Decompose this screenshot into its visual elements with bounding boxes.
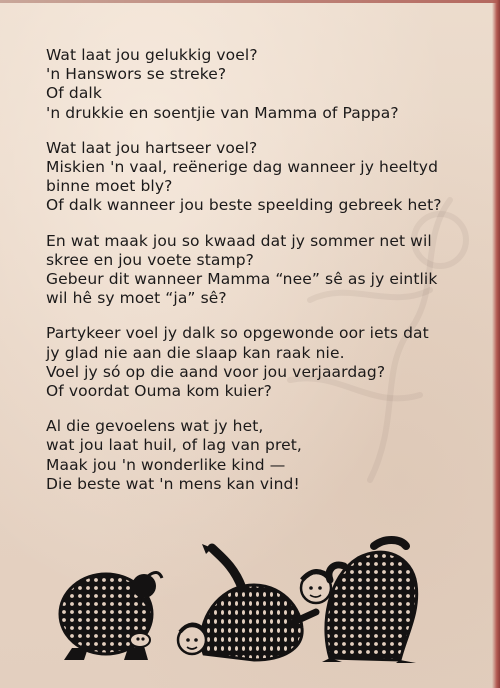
poem-line: 'n drukkie en soentjie van Mamma of Pappa? bbox=[46, 103, 399, 122]
poem-line: Maak jou 'n wonderlike kind — bbox=[46, 455, 286, 474]
book-cover-edge bbox=[492, 0, 500, 688]
poem-line: jy glad nie aan die slaap kan raak nie. bbox=[46, 343, 345, 362]
stanza-1 bbox=[46, 46, 466, 123]
poem-line: Wat laat jou hartseer voel? bbox=[46, 138, 258, 157]
poem-line: Al die gevoelens wat jy het, bbox=[46, 417, 264, 436]
poem-line: wil hê sy moet “ja” sê? bbox=[46, 289, 227, 308]
poem-line: Of dalk bbox=[46, 84, 102, 103]
poem-line: Gebeur dit wanneer Mamma “nee” sê as jy eintlik bbox=[46, 270, 438, 289]
poem-line: En wat maak jou so kwaad dat jy sommer net wil bbox=[46, 231, 432, 250]
poem-line: skree en jou voete stamp? bbox=[46, 250, 254, 269]
poem bbox=[46, 46, 466, 510]
poem-line: Of voordat Ouma kom kuier? bbox=[46, 382, 273, 401]
child-rolling-left bbox=[60, 572, 162, 660]
page-top-edge bbox=[0, 0, 500, 3]
poem-line: Voel jy só op die aand voor jou verjaardag? bbox=[46, 362, 386, 381]
tumbling-children-illustration bbox=[44, 536, 424, 664]
child-bending-right bbox=[301, 540, 417, 663]
poem-line: Die beste wat 'n mens kan vind! bbox=[46, 474, 300, 493]
stanza-4 bbox=[46, 324, 466, 401]
poem-line: binne moet bly? bbox=[46, 177, 173, 196]
poem-line: Of dalk wanneer jou beste speelding gebreek het? bbox=[46, 196, 442, 215]
poem-line: Wat laat jou gelukkig voel? bbox=[46, 46, 258, 64]
poem-line: wat jou laat huil, of lag van pret, bbox=[46, 436, 302, 455]
stanza-2 bbox=[46, 139, 466, 216]
poem-line: 'n Hanswors se streke? bbox=[46, 65, 227, 84]
poem-line: Miskien 'n vaal, reënerige dag wanneer jy heeltyd bbox=[46, 158, 439, 177]
child-lying-middle bbox=[178, 544, 316, 660]
stanza-5 bbox=[46, 417, 466, 494]
poem-line: Partykeer voel jy dalk so opgewonde oor iets dat bbox=[46, 324, 429, 343]
stanza-3 bbox=[46, 232, 466, 309]
